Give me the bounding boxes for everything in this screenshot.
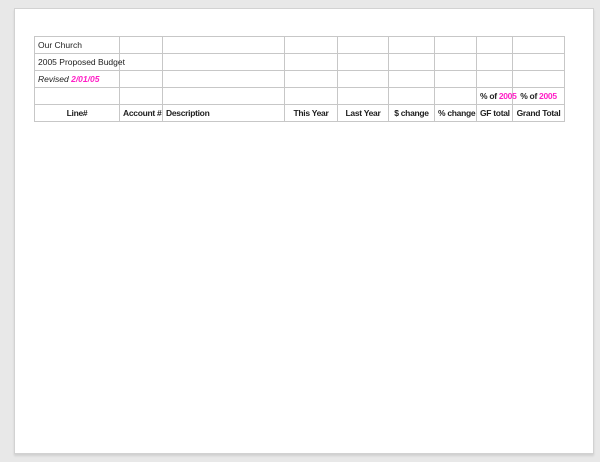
empty-cell [120, 88, 163, 105]
empty-cell [120, 71, 163, 88]
empty-cell [120, 37, 163, 54]
empty-cell [477, 37, 513, 54]
empty-cell [513, 71, 565, 88]
pct-of-prefix: % of [480, 91, 497, 101]
pct-of-year: 2005 [498, 91, 517, 101]
empty-cell [163, 88, 285, 105]
pct-of-grand-header [513, 88, 565, 105]
empty-cell [435, 88, 477, 105]
revised-label: Revised [38, 74, 69, 84]
col-header-dollar-change: $ change [389, 105, 435, 122]
pct-of-gf-header [477, 88, 517, 105]
title-row-org [35, 37, 565, 54]
revised-date: 2/01/05 [71, 74, 100, 84]
empty-cell [338, 88, 389, 105]
empty-cell [120, 54, 163, 71]
empty-cell [285, 54, 338, 71]
empty-cell [389, 71, 435, 88]
empty-cell [338, 71, 389, 88]
budget-table [34, 36, 565, 122]
empty-cell [435, 37, 477, 54]
col-header-description: Description [163, 105, 285, 122]
column-header-row [35, 105, 565, 122]
col-header-account: Account # [120, 105, 163, 122]
col-header-grand-total: Grand Total [513, 105, 565, 122]
empty-cell [285, 88, 338, 105]
col-header-last-year: Last Year [338, 105, 389, 122]
empty-cell [338, 54, 389, 71]
col-header-this-year: This Year [285, 105, 338, 122]
empty-cell [389, 37, 435, 54]
revised-cell [35, 71, 120, 88]
org-name: Our Church [35, 37, 120, 54]
title-row-subtitle [35, 54, 565, 71]
spreadsheet-page [14, 8, 594, 454]
empty-cell [389, 88, 435, 105]
empty-cell [163, 71, 285, 88]
title-row-revised [35, 71, 565, 88]
empty-cell [163, 54, 285, 71]
pct-of-year-row [35, 88, 565, 105]
pct-of-prefix: % of [520, 91, 537, 101]
empty-cell [285, 71, 338, 88]
empty-cell [338, 37, 389, 54]
empty-cell [163, 37, 285, 54]
empty-cell [513, 37, 565, 54]
budget-subtitle: 2005 Proposed Budget [35, 54, 120, 71]
col-header-line: Line# [35, 105, 120, 122]
empty-cell [285, 37, 338, 54]
empty-cell [389, 54, 435, 71]
empty-cell [513, 54, 565, 71]
empty-cell [435, 54, 477, 71]
empty-cell [435, 71, 477, 88]
empty-cell [477, 71, 513, 88]
col-header-pct-change: % change [435, 105, 477, 122]
col-header-gf-total: GF total [477, 105, 513, 122]
empty-cell [35, 88, 120, 105]
empty-cell [477, 54, 513, 71]
pct-of-year: 2005 [539, 91, 557, 101]
